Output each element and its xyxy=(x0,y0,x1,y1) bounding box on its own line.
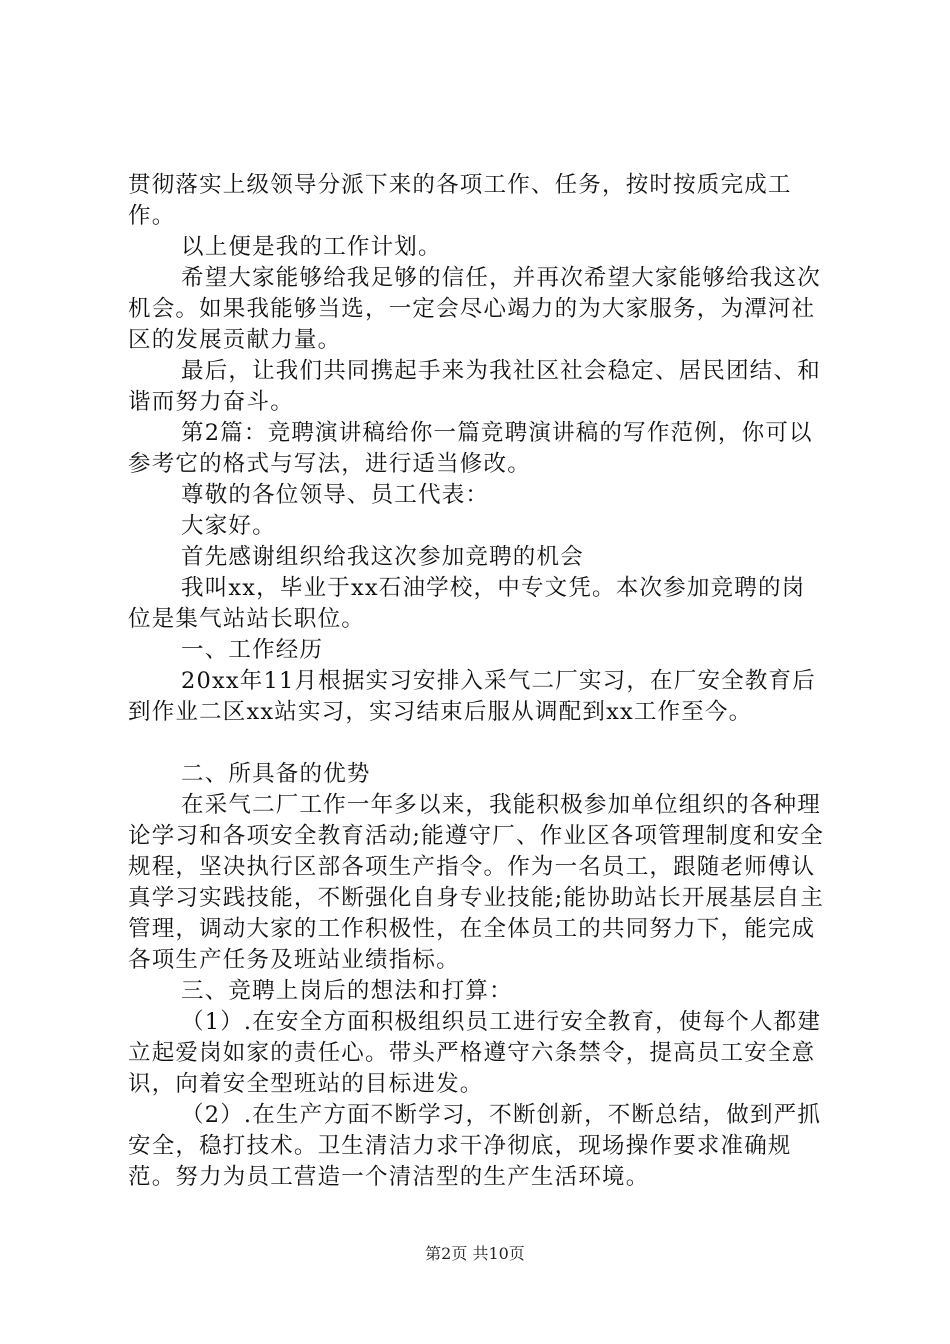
heading-plans: 三、竞聘上岗后的想法和打算： xyxy=(181,978,513,1004)
paragraph-4: 最后，让我们共同携起手来为我社区社会稳定、居民团结、和谐而努力奋斗。 xyxy=(128,358,821,415)
paragraph-16: （2）.在生产方面不断学习，不断创新，不断总结，做到严抓安全，稳打技术。卫生清洁力求干净彻底，现场操作要求准确规范。努力为员工营造一个清洁型的生产生活环境。 xyxy=(128,1102,822,1190)
paragraph-3: 希望大家能够给我足够的信任，并再次希望大家能够给我这次机会。如果我能够当选，一定会尽心竭力的为大家服务，为潭河社区的发展贡献力量。 xyxy=(128,265,821,353)
heading-advantages: 二、所具备的优势 xyxy=(181,761,371,787)
paragraph-15: （1）.在安全方面积极组织员工进行安全教育，使每个人都建立起爱岗如家的责任心。带头严格遵守六条禁令，提高员工安全意识，向着安全型班站的目标进发。 xyxy=(128,1009,822,1097)
paragraph-9: 我叫xx，毕业于xx石油学校，中专文凭。本次参加竞聘的岗位是集气站站长职位。 xyxy=(128,575,806,632)
paragraph-1: 贯彻落实上级领导分派下来的各项工作、任务，按时按质完成工作。 xyxy=(128,172,792,229)
paragraph-5: 第2篇：竞聘演讲稿给你一篇竞聘演讲稿的写作范例，你可以参考它的格式与写法，进行适当修改。 xyxy=(128,420,813,477)
page-footer: 第2页 共10页 xyxy=(425,1244,525,1263)
paragraph-8: 首先感谢组织给我这次参加竞聘的机会 xyxy=(181,544,584,570)
paragraph-6: 尊敬的各位领导、员工代表： xyxy=(181,482,490,508)
paragraph-11: 20xx年11月根据实习安排入采气二厂实习，在厂安全教育后到作业二区xx站实习，实习结束后服从调配到xx工作至今。 xyxy=(128,668,816,725)
blank-line xyxy=(128,728,828,759)
paragraph-2: 以上便是我的工作计划。 xyxy=(181,234,442,260)
paragraph-7: 大家好。 xyxy=(181,513,276,539)
heading-work-history: 一、工作经历 xyxy=(181,637,324,663)
paragraph-13: 在采气二厂工作一年多以来，我能积极参加单位组织的各种理论学习和各项安全教育活动;能遵守厂、作业区各项管理制度和安全规程，坚决执行区部各项生产指令。作为一名员工，跟随老师傅认真学习实践技能，不断强化自身专业技能;能协助站长开展基层自主管理，调动大家的工作积极性，在全体员工的共同努力下，能完成各项生产任务及班站业绩指标。 xyxy=(128,792,825,973)
document-body xyxy=(128,170,828,1193)
